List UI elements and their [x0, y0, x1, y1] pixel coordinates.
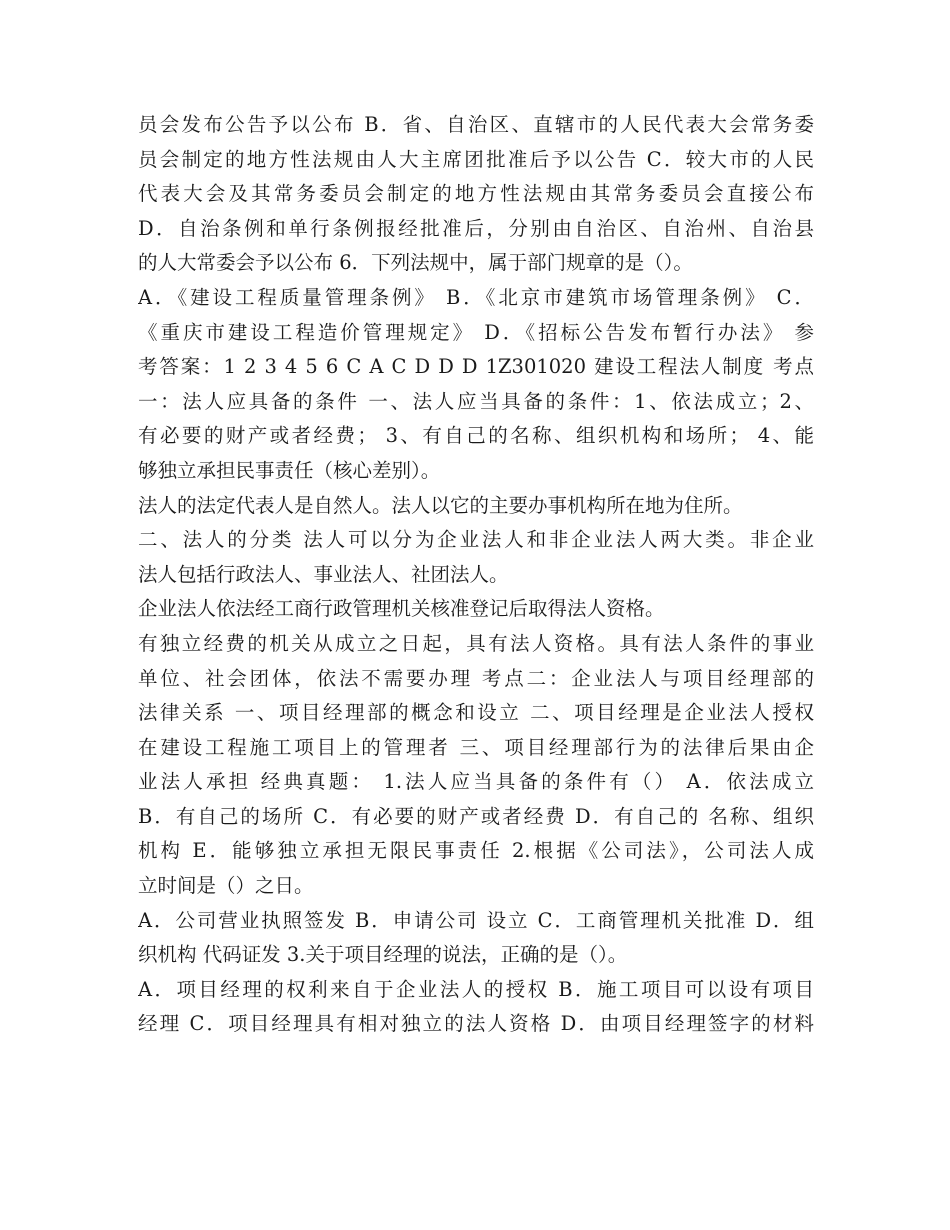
text-line: 员会发布公告予以公布 B．省、自治区、直辖市的人民代表大会常务委	[138, 113, 814, 136]
text-line: A．《建设工程质量管理条例》 B．《北京市建筑市场管理条例》 C．	[138, 285, 814, 309]
text-line: 代表大会及其常务委员会制定的地方性法规由其常务委员会直接公布	[138, 182, 814, 206]
text-line: 单位、社会团体，依法不需要办理 考点二：企业法人与项目经理部的	[138, 666, 814, 690]
text-line: 二、法人的分类 法人可以分为企业法人和非企业法人两大类。非企业	[138, 528, 814, 552]
text-line: A．项目经理的权利来自于企业法人的授权 B．施工项目可以设有项目	[138, 977, 814, 1001]
text-line: 立时间是（）之日。	[138, 874, 314, 898]
text-line: 有独立经费的机关从成立之日起，具有法人资格。具有法人条件的事业	[138, 631, 814, 655]
text-line: 法人包括行政法人、事业法人、社团法人。	[138, 562, 509, 586]
text-line: 在建设工程施工项目上的管理者 三、项目经理部行为的法律后果由企	[138, 735, 814, 759]
text-line: 够独立承担民事责任（核心差别）。	[138, 458, 441, 482]
text-line: 业法人承担 经典真题： 1.法人应当具备的条件有（） A．依法成立	[138, 770, 814, 794]
text-line: 一：法人应具备的条件 一、法人应当具备的条件：1、依法成立；2、	[138, 389, 814, 413]
text-line: 员会制定的地方性法规由人大主席团批准后予以公告 C．较大市的人民	[138, 147, 814, 171]
text-line: 法律关系 一、项目经理部的概念和设立 二、项目经理是企业法人授权	[138, 701, 814, 725]
text-line: 《重庆市建设工程造价管理规定》 D．《招标公告发布暂行办法》 参	[138, 320, 814, 344]
text-line: 有必要的财产或者经费； 3、有自己的名称、组织机构和场所； 4、能	[138, 424, 814, 448]
text-line: 法人的法定代表人是自然人。法人以它的主要办事机构所在地为住所。	[138, 493, 743, 517]
text-line: 织机构 代码证发 3.关于项目经理的说法，正确的是（）。	[138, 943, 628, 967]
text-line: 企业法人依法经工商行政管理机关核准登记后取得法人资格。	[138, 597, 665, 621]
text-line: B．有自己的场所 C．有必要的财产或者经费 D．有自己的 名称、组织	[138, 804, 814, 828]
text-line: 机构 E．能够独立承担无限民事责任 2.根据《公司法》，公司法人成	[138, 839, 814, 863]
text-line: 考答案：1 2 3 4 5 6 C A C D D D 1Z301020 建设工程法人制度 考点	[138, 355, 814, 379]
text-line: D．自治条例和单行条例报经批准后，分别由自治区、自治州、自治县	[138, 216, 814, 240]
document-body	[138, 108, 814, 1042]
text-line: 经理 C．项目经理具有相对独立的法人资格 D．由项目经理签字的材料	[138, 1012, 814, 1036]
text-line: A．公司营业执照签发 B．申请公司 设立 C．工商管理机关批准 D．组	[138, 908, 814, 932]
text-line: 的人大常委会予以公布 6．下列法规中，属于部门规章的是（）。	[138, 251, 693, 275]
